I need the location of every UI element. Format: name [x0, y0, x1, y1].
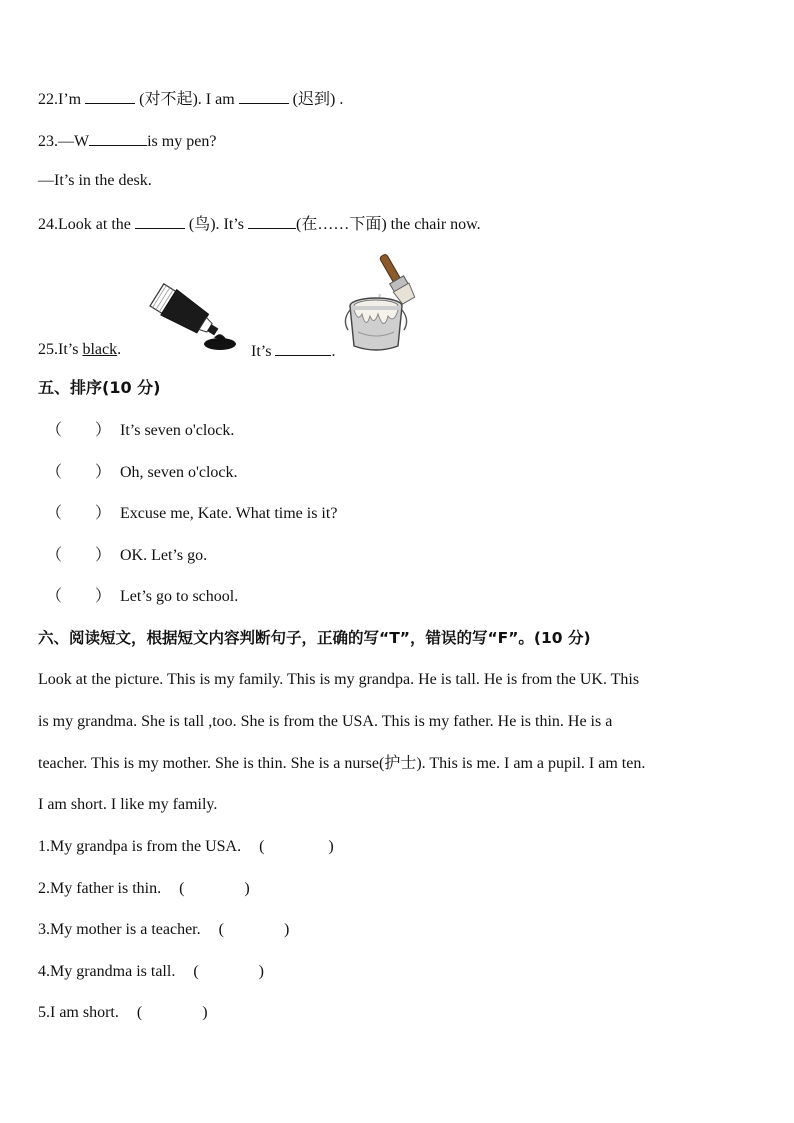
q25-period: .	[117, 341, 122, 358]
close-paren: )	[202, 1004, 208, 1021]
close-paren: ）	[95, 505, 112, 522]
open-paren: （	[46, 422, 63, 439]
open-paren: （	[46, 547, 63, 564]
ordering-text: Let’s go to school.	[120, 588, 239, 605]
close-paren: )	[328, 838, 334, 855]
ordering-item	[0, 421, 794, 441]
tf-question-text: 2.My father is thin.	[38, 880, 162, 897]
q25-prefix: 25.It’s	[38, 341, 79, 358]
close-paren: )	[244, 880, 250, 897]
question-23	[38, 130, 216, 152]
tf-question	[38, 920, 289, 940]
close-paren: ）	[95, 422, 112, 439]
tf-question-text: 5.I am short.	[38, 1004, 119, 1021]
tf-question-text: 1.My grandpa is from the USA.	[38, 838, 242, 855]
tf-question	[38, 962, 264, 982]
black-paint-tube-icon	[142, 282, 242, 354]
q25-blank[interactable]	[275, 340, 331, 356]
ordering-text: Oh, seven o'clock.	[120, 464, 238, 481]
q24-hint-1: (鸟). It’s	[188, 216, 244, 233]
ordering-text: It’s seven o'clock.	[120, 422, 235, 439]
open-paren: (	[179, 880, 185, 897]
open-paren: (	[193, 963, 199, 980]
open-paren: (	[136, 1004, 143, 1021]
q23-suffix: is my pen?	[147, 133, 217, 150]
tf-question	[38, 1003, 208, 1023]
tf-question-text: 4.My grandma is tall.	[38, 963, 176, 980]
ordering-item	[0, 546, 794, 566]
q24-blank-1[interactable]	[135, 213, 185, 229]
q25-end: .	[331, 343, 336, 360]
question-25	[38, 340, 121, 360]
close-paren: )	[283, 921, 290, 938]
ordering-item	[0, 463, 794, 483]
section-6-title: 六、阅读短文，根据短文内容判断句子，正确的写“T”，错误的写“F”。(10 分)	[38, 629, 591, 647]
ordering-text: Excuse me, Kate. What time is it?	[120, 505, 338, 522]
open-paren: （	[46, 588, 63, 605]
open-paren: （	[46, 464, 63, 481]
open-paren: (	[218, 921, 224, 938]
q22-prefix: 22.I’m	[38, 91, 82, 108]
q24-hint-2: (在……下面) the chair now.	[295, 216, 481, 233]
passage-line: I am short. I like my family.	[38, 796, 218, 813]
tf-question	[38, 879, 250, 899]
ordering-text: OK. Let’s go.	[120, 547, 208, 564]
close-paren: ）	[95, 547, 112, 564]
ordering-item	[0, 504, 794, 524]
q22-hint-2: (迟到) .	[292, 91, 344, 108]
q23-prefix: 23.—W	[38, 133, 90, 150]
passage-line: Look at the picture. This is my family. This is my grandpa. He is tall. He is from the UK. This	[38, 671, 640, 688]
open-paren: （	[46, 505, 63, 522]
close-paren: ）	[95, 588, 112, 605]
tf-question-text: 3.My mother is a teacher.	[38, 921, 201, 938]
q25-second-prefix: It’s	[251, 343, 272, 360]
open-paren: (	[259, 838, 265, 855]
q25-word: black	[82, 341, 118, 358]
ordering-item	[0, 587, 794, 607]
q22-hint-1: (对不起). I am	[139, 91, 235, 108]
q24-prefix: 24.Look at the	[38, 216, 131, 233]
question-22	[38, 88, 343, 110]
q23-answer-line: —It’s in the desk.	[38, 172, 152, 189]
q24-blank-2[interactable]	[248, 213, 296, 229]
q22-blank-1[interactable]	[85, 88, 135, 104]
q23-blank[interactable]	[89, 130, 147, 146]
section-5-title: 五、排序(10 分)	[38, 378, 161, 397]
close-paren: )	[258, 963, 264, 980]
passage-line: teacher. This is my mother. She is thin. She is a nurse(护士). This is me. I am a pupil. I am ten.	[38, 755, 646, 772]
paint-bucket-brush-icon	[340, 250, 432, 356]
question-25-second	[251, 340, 335, 362]
question-24	[38, 213, 481, 235]
passage-line: is my grandma. She is tall ,too. She is from the USA. This is my father. He is thin. He is a	[38, 713, 613, 730]
close-paren: ）	[95, 464, 112, 481]
tf-question	[38, 837, 334, 857]
q22-blank-2[interactable]	[239, 88, 289, 104]
